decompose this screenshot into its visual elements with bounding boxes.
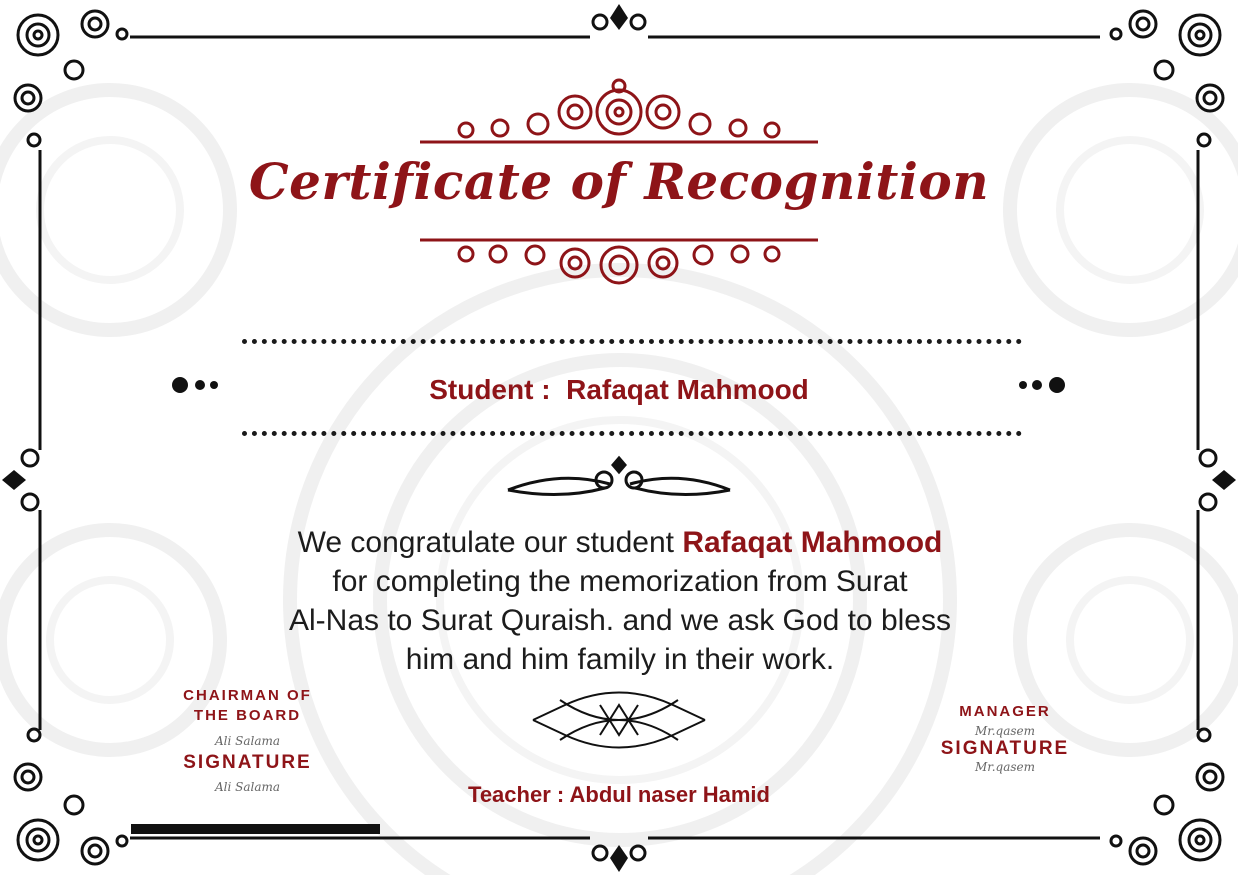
body-line-3: Al-Nas to Surat Quraish. and we ask God to bless <box>289 604 951 637</box>
top-center-ornament <box>593 4 645 30</box>
body-line-4: him and him family in their work. <box>405 643 835 676</box>
corner-scroll-ornament <box>15 11 127 146</box>
dotted-separator <box>242 339 1022 344</box>
body-student-name: Rafaqat Mahmood <box>682 526 943 559</box>
right-role: MANAGER <box>959 703 1051 720</box>
left-role-line-2: THE BOARD <box>193 707 302 724</box>
student-name: Rafaqat Mahmood <box>566 374 809 405</box>
left-signature-script: Ali Salama <box>214 734 281 748</box>
side-diamond-ornament <box>2 450 38 510</box>
divider-flourish <box>508 458 730 495</box>
side-diamond-ornament <box>1200 450 1236 510</box>
dotted-separator <box>242 431 1022 436</box>
left-signature-label: SIGNATURE <box>183 752 312 773</box>
student-label: Student : <box>429 374 551 405</box>
certificate-title: Certificate of Recognition <box>248 152 990 211</box>
body-line-1-prefix: We congratulate our student <box>297 526 683 559</box>
bottom-knot-ornament <box>593 845 645 872</box>
right-signature-label: SIGNATURE <box>940 738 1070 759</box>
left-signature-block <box>150 686 345 794</box>
body-line-2: for completing the memorization from Surat <box>332 565 908 598</box>
body-line-1 <box>230 523 1010 562</box>
teacher-line: Teacher : Abdul naser Hamid <box>468 782 770 807</box>
left-signature-script: Ali Salama <box>214 780 281 794</box>
right-signature-script: Mr.qasem <box>975 760 1035 774</box>
corner-scroll-ornament <box>1111 11 1223 146</box>
title-flourish <box>420 240 818 283</box>
certificate-body <box>230 523 1010 679</box>
student-line <box>0 374 1238 406</box>
bottom-knot-ornament <box>533 693 705 748</box>
black-bar <box>131 824 380 834</box>
left-role-line-1: CHAIRMAN OF <box>183 687 312 704</box>
right-signature-block <box>925 703 1085 774</box>
title-flourish <box>420 80 818 142</box>
right-signature-script: Mr.qasem <box>975 724 1035 738</box>
